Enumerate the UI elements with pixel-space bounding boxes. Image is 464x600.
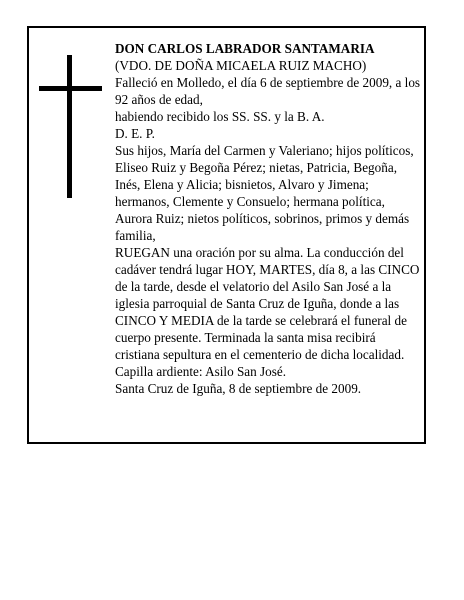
funeral-details: RUEGAN una oración por su alma. La conducción del cadáver tendrá lugar HOY, MARTES, día 8, a las CINCO de la tarde, desde el velatorio del Asilo San José a la iglesia parroquial de Santa Cruz de Iguña, donde a las CINCO Y MEDIA de la tarde se celebrará el funeral de cuerpo presente. Terminada la santa misa recibirá cristiana sepultura en el cementerio de dicha localidad. Capilla ardiente: Asilo San José. <box>115 245 420 379</box>
rip-line: D. E. P. <box>115 126 155 141</box>
place-date-line: Santa Cruz de Iguña, 8 de septiembre de 2009. <box>115 381 362 396</box>
obituary-notice <box>27 26 426 444</box>
widow-of-line: (VDO. DE DOÑA MICAELA RUIZ MACHO) <box>115 58 367 73</box>
notice-text <box>115 40 423 397</box>
sacraments-line: habiendo recibido los SS. SS. y la B. A. <box>115 109 325 124</box>
cross-horizontal-bar <box>39 86 102 91</box>
family-paragraph: Sus hijos, María del Carmen y Valeriano; hijos políticos, Eliseo Ruiz y Begoña Pérez; nietas, Patricia, Begoña, Inés, Elena y Alicia; bisnietos, Alvaro y Jimena; hermanos, Clemente y Consuelo; hermana política, Aurora Ruiz; nietos políticos, sobrinos, primos y demás familia, <box>115 143 414 243</box>
cross-vertical-bar <box>67 55 72 198</box>
death-details: Falleció en Molledo, el día 6 de septiembre de 2009, a los 92 años de edad, <box>115 75 421 107</box>
deceased-name: DON CARLOS LABRADOR SANTAMARIA <box>115 41 375 56</box>
